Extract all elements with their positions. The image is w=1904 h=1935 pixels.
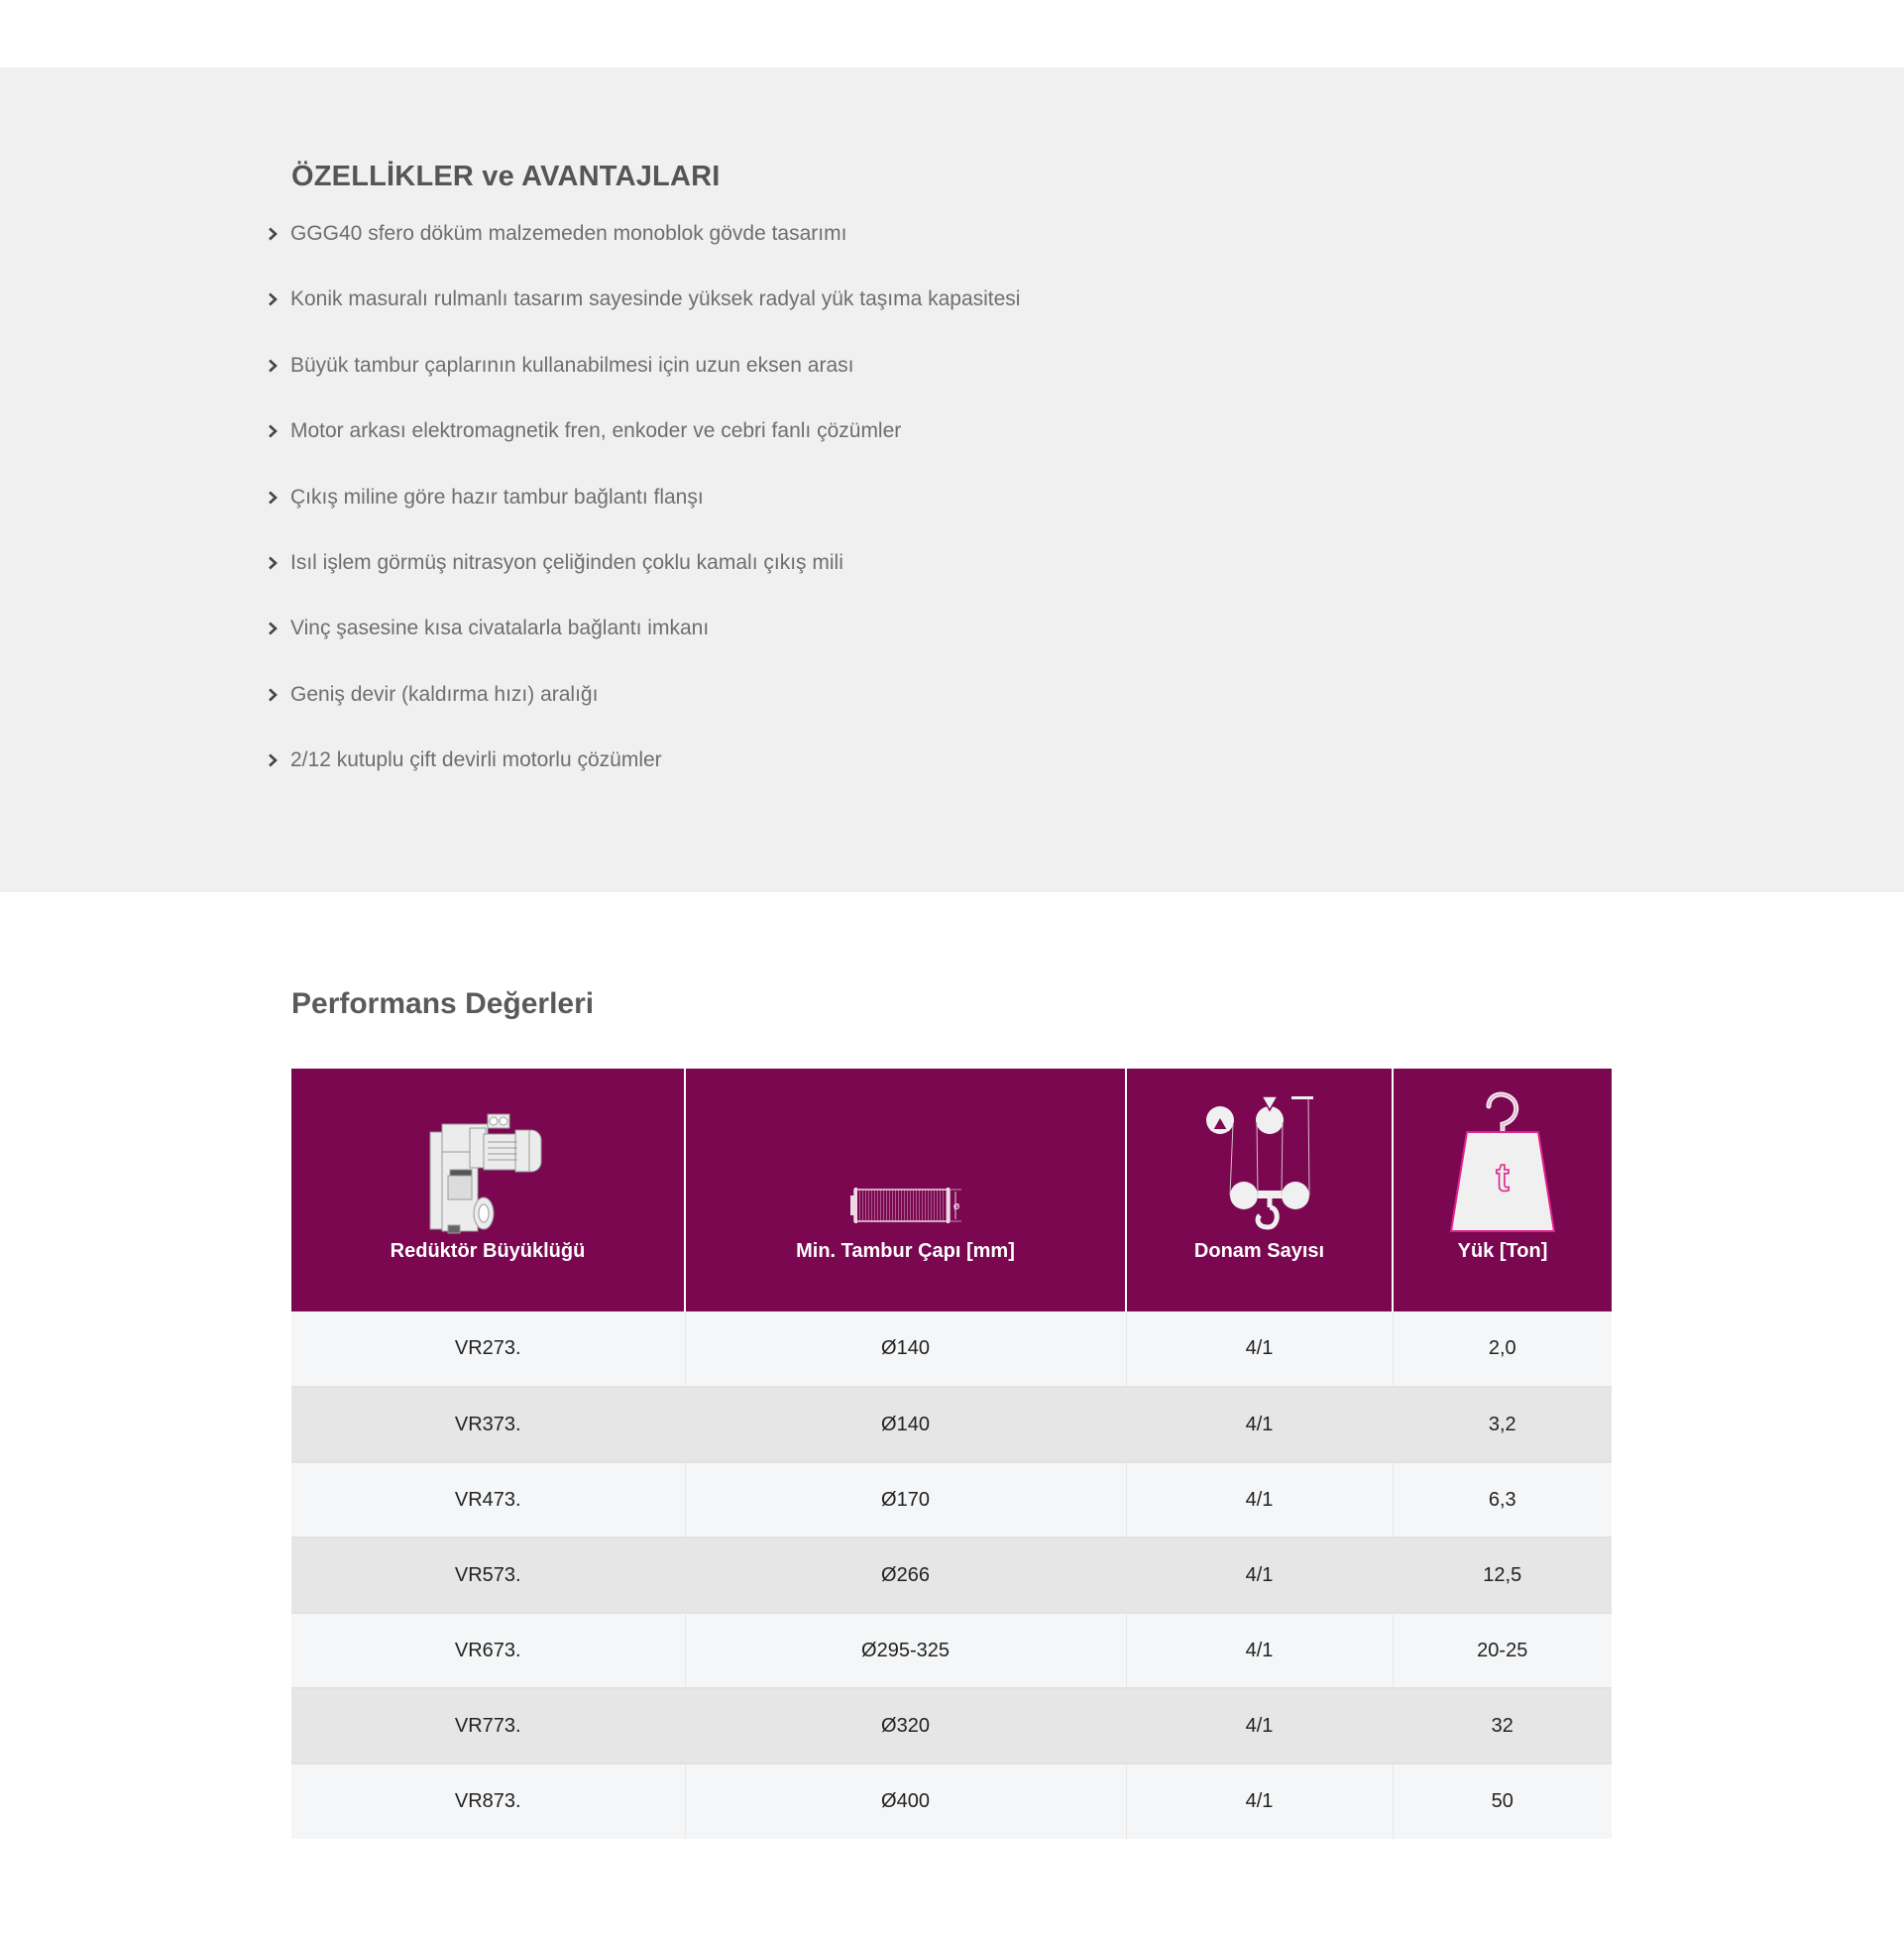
cell-reducer-size: VR673. [291, 1613, 685, 1688]
table-row [291, 1613, 1612, 1688]
weight-ton-label: t [1496, 1156, 1510, 1199]
feature-text: Isıl işlem görmüş nitrasyon çeliğinden çoklu kamalı çıkış mili [290, 550, 843, 574]
feature-item [268, 349, 1020, 414]
cell-reeving: 4/1 [1126, 1613, 1393, 1688]
column-header-reeving [1126, 1069, 1393, 1311]
feature-item [268, 612, 1020, 677]
cell-load: 6,3 [1393, 1462, 1612, 1537]
cell-load: 12,5 [1393, 1537, 1612, 1613]
cell-reducer-size: VR373. [291, 1387, 685, 1462]
cell-reducer-size: VR773. [291, 1688, 685, 1764]
column-label: Yük [Ton] [1457, 1240, 1548, 1262]
feature-item [268, 743, 1020, 809]
features-list [268, 217, 1020, 810]
chevron-right-icon [268, 678, 290, 712]
feature-item [268, 414, 1020, 480]
pulley-reeving-icon [1204, 1096, 1315, 1235]
cell-drum-diameter: Ø140 [685, 1387, 1126, 1462]
feature-item [268, 546, 1020, 612]
cell-load: 20-25 [1393, 1613, 1612, 1688]
feature-item [268, 481, 1020, 546]
table-header-row [291, 1069, 1612, 1311]
feature-text: Vinç şasesine kısa civatalarla bağlantı imkanı [290, 617, 710, 640]
chevron-right-icon [268, 414, 290, 448]
cell-load: 50 [1393, 1764, 1612, 1839]
table-row [291, 1537, 1612, 1613]
cell-drum-diameter: Ø140 [685, 1311, 1126, 1387]
cell-drum-diameter: Ø400 [685, 1764, 1126, 1839]
cell-reeving: 4/1 [1126, 1688, 1393, 1764]
cell-reducer-size: VR573. [291, 1537, 685, 1613]
feature-text: Geniş devir (kaldırma hızı) aralığı [290, 682, 599, 706]
cell-reeving: 4/1 [1126, 1537, 1393, 1613]
table-row [291, 1311, 1612, 1387]
feature-text: Motor arkası elektromagnetik fren, enkoder ve cebri fanlı çözümler [290, 419, 902, 443]
chevron-right-icon [268, 217, 290, 251]
chevron-right-icon [268, 283, 290, 316]
cell-drum-diameter: Ø170 [685, 1462, 1126, 1537]
column-header-reducer-size [291, 1069, 685, 1311]
chevron-right-icon [268, 349, 290, 383]
feature-text: Büyük tambur çaplarının kullanabilmesi için uzun eksen arası [290, 353, 854, 377]
chevron-right-icon [268, 743, 290, 777]
feature-item [268, 283, 1020, 348]
chevron-right-icon [268, 612, 290, 645]
feature-item [268, 678, 1020, 743]
features-title: ÖZELLİKLER ve AVANTAJLARI [291, 161, 721, 192]
chevron-right-icon [268, 481, 290, 514]
drum-icon [850, 1184, 961, 1229]
column-label: Redüktör Büyüklüğü [390, 1240, 586, 1262]
performance-table [291, 1069, 1612, 1839]
gear-motor-icon [428, 1112, 547, 1235]
feature-text: GGG40 sfero döküm malzemeden monoblok gövde tasarımı [290, 222, 847, 245]
cell-reducer-size: VR273. [291, 1311, 685, 1387]
cell-load: 3,2 [1393, 1387, 1612, 1462]
cell-reeving: 4/1 [1126, 1764, 1393, 1839]
feature-text: Çıkış miline göre hazır tambur bağlantı flanşı [290, 485, 704, 509]
cell-reeving: 4/1 [1126, 1462, 1393, 1537]
column-header-load [1393, 1069, 1612, 1311]
table-row [291, 1462, 1612, 1537]
chevron-right-icon [268, 546, 290, 580]
performance-title: Performans Değerleri [291, 987, 595, 1020]
cell-drum-diameter: Ø266 [685, 1537, 1126, 1613]
feature-item [268, 217, 1020, 283]
cell-drum-diameter: Ø320 [685, 1688, 1126, 1764]
cell-reducer-size: VR873. [291, 1764, 685, 1839]
feature-text: 2/12 kutuplu çift devirli motorlu çözümler [290, 748, 662, 772]
table-row [291, 1387, 1612, 1462]
cell-reeving: 4/1 [1126, 1311, 1393, 1387]
column-label: Min. Tambur Çapı [mm] [796, 1240, 1015, 1262]
feature-text: Konik masuralı rulmanlı tasarım sayesinde yüksek radyal yük taşıma kapasitesi [290, 287, 1021, 311]
table-row [291, 1688, 1612, 1764]
cell-drum-diameter: Ø295-325 [685, 1613, 1126, 1688]
cell-load: 32 [1393, 1688, 1612, 1764]
cell-load: 2,0 [1393, 1311, 1612, 1387]
weight-ton-icon [1445, 1088, 1560, 1235]
cell-reducer-size: VR473. [291, 1462, 685, 1537]
column-label: Donam Sayısı [1193, 1240, 1325, 1262]
cell-reeving: 4/1 [1126, 1387, 1393, 1462]
svg-text:Ø: Ø [952, 1202, 959, 1211]
table-row [291, 1764, 1612, 1839]
column-header-drum-diameter [685, 1069, 1126, 1311]
